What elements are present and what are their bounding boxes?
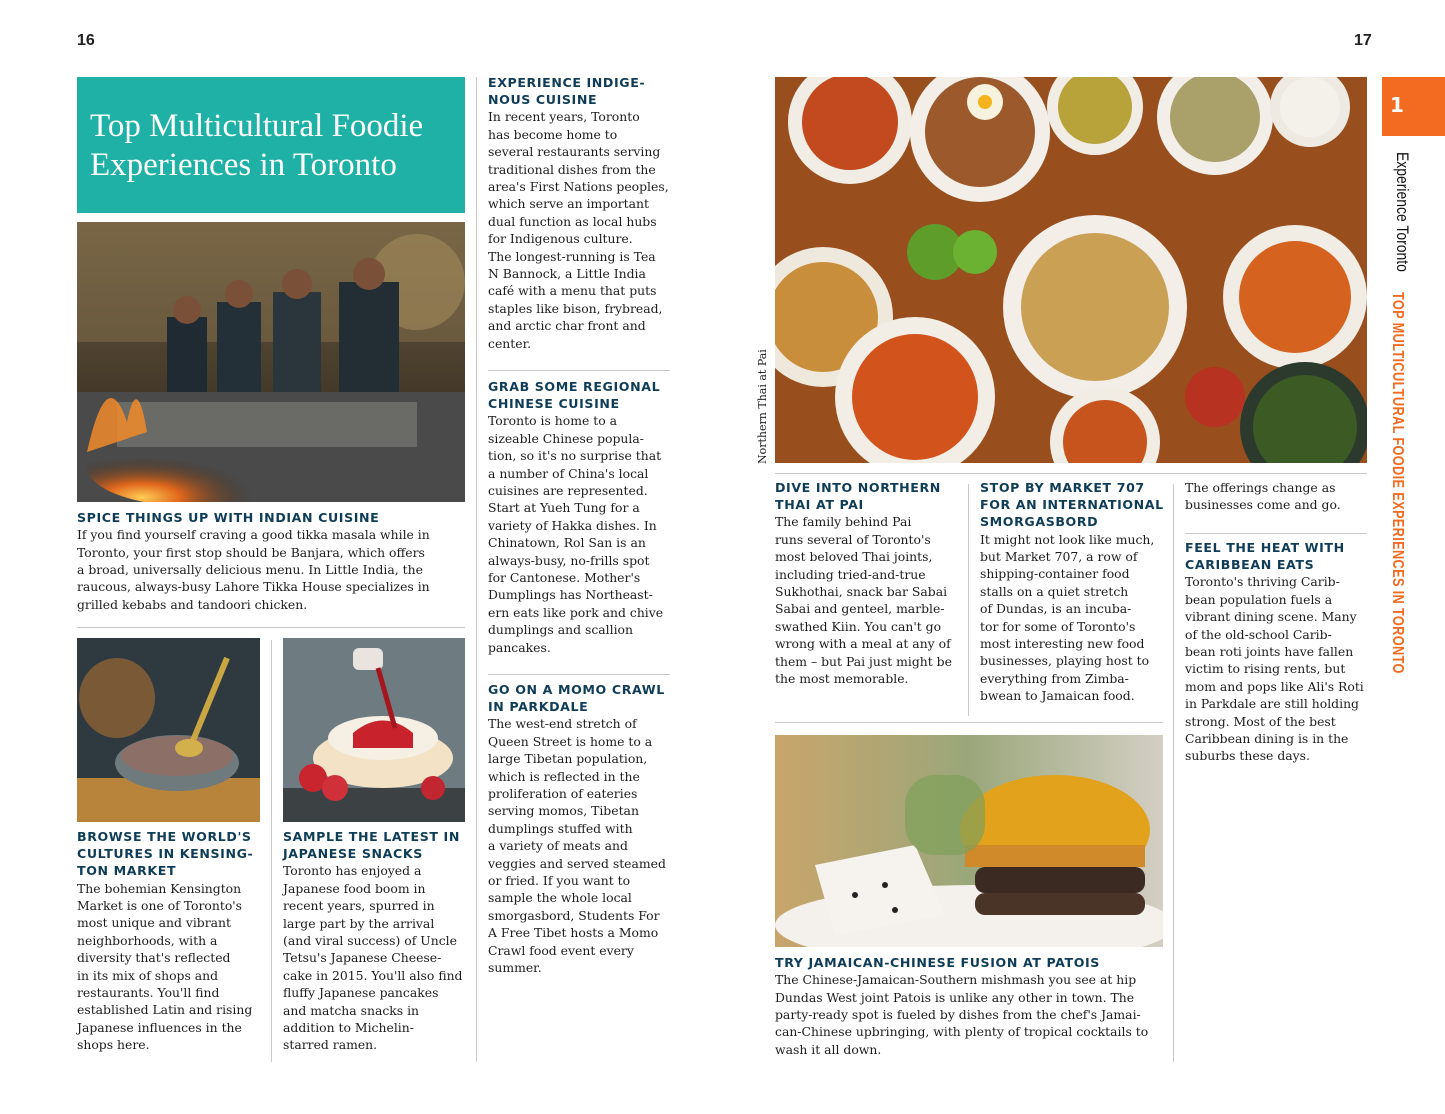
article-body: The bohemian Kensington Market is one of Toronto's most unique and vibrant neighborhoods, with a diversity that's reflected in its mix of shops and restaurants. You'll find established Latin and rising Japanese influences in the shops here.	[77, 880, 253, 1053]
article-market-707-continued	[1185, 479, 1367, 514]
title-box	[77, 77, 465, 213]
article-patois	[775, 954, 1167, 1058]
article-heading: FEEL THE HEAT WITH CARIBBEAN EATS	[1185, 540, 1345, 573]
divider	[968, 484, 969, 716]
article-body: If you find yourself craving a good tikka masala while in Toronto, your first stop should be Banjara, which offers a broad, universally delicious menu. In Little India, the raucous, always-busy Lahore Tikka House specializes in grilled kebabs and tandoori chicken.	[77, 527, 430, 612]
divider	[488, 674, 670, 675]
article-heading: GO ON A MOMO CRAWL IN PARKDALE	[488, 682, 665, 715]
photo-credit: Northern Thai at Pai	[756, 349, 769, 464]
article-heading: GRAB SOME REGIONAL CHINESE CUISINE	[488, 379, 661, 412]
page-number-left: 16	[77, 32, 95, 49]
article-body: Toronto has enjoyed a Japanese food boom in recent years, spurred in large part by the arrival (and viral success) of Uncle Tetsu's Japanese Cheese- cake in 2015. You'll also find fluffy Japanese pancakes and matcha snacks in addition to Michelin- starred ramen.	[283, 863, 463, 1053]
article-body: In recent years, Toronto has become home to several restaurants serving traditional dishes from the area's First Nations peoples, which serve an important dual function as local hubs for Indigenous culture. The longest-running is Tea N Bannock, a Little India café with a menu that puts staples like bison, frybread, and arctic char front and center.	[488, 109, 669, 351]
book-section-label: Experience Toronto	[1393, 152, 1412, 272]
article-body: The family behind Pai runs several of Toronto's most beloved Thai joints, including tried-and-true Sukhothai, snack bar Sabai Sabai and genteel, marble- swathed Kiin. You can't go wrong with a meal at any of them – but Pai just might be the most memorable.	[775, 514, 952, 687]
article-market-707	[980, 479, 1175, 705]
photo-patois-burger	[775, 735, 1163, 947]
page-number-right: 17	[1354, 32, 1372, 49]
article-japanese-snacks	[283, 828, 468, 1054]
chapter-running-head: TOP MULTICULTURAL FOODIE EXPERIENCES IN TORONTO	[1389, 292, 1406, 674]
photo-japanese-snacks	[283, 638, 465, 822]
article-momo-crawl	[488, 681, 673, 977]
article-heading: BROWSE THE WORLD'S CULTURES IN KENSING- TON MARKET	[77, 829, 254, 879]
photo-indian-kitchen	[77, 222, 465, 502]
chapter-number: 1	[1390, 93, 1404, 117]
divider	[1173, 484, 1174, 1062]
divider	[488, 370, 670, 371]
divider	[775, 722, 1163, 723]
article-kensington-market	[77, 828, 262, 1054]
article-heading: DIVE INTO NORTHERN THAI AT PAI	[775, 480, 941, 513]
divider	[77, 627, 465, 628]
divider	[1185, 533, 1367, 534]
divider	[775, 473, 1367, 474]
article-heading: TRY JAMAICAN-CHINESE FUSION AT PATOIS	[775, 955, 1100, 970]
article-indian-cuisine	[77, 509, 465, 613]
article-body: The Chinese-Jamaican-Southern mishmash you see at hip Dundas West joint Patois is unlike any other in town. The party-ready spot is fueled by dishes from the chef's Jamai- can-Chinese upbringing, with plenty of tropical cocktails to wash it all down.	[775, 972, 1149, 1057]
article-northern-thai	[775, 479, 965, 687]
photo-northern-thai	[775, 77, 1367, 463]
article-heading: SAMPLE THE LATEST IN JAPANESE SNACKS	[283, 829, 460, 862]
article-chinese-cuisine	[488, 378, 673, 656]
divider	[271, 640, 272, 1062]
page-title: Top Multicultural Foodie Experiences in Toronto	[90, 108, 424, 183]
article-heading: SPICE THINGS UP WITH INDIAN CUISINE	[77, 510, 380, 525]
article-body: It might not look like much, but Market 707, a row of shipping-container food stalls on a quiet stretch of Dundas, is an incuba- tor for some of Toronto's most interesting new food businesses, playing host to everything from Zimba- bwean to Jamaican food.	[980, 531, 1155, 704]
article-body: The west-end stretch of Queen Street is home to a large Tibetan population, which is reflected in the proliferation of eateries serving momos, Tibetan dumplings stuffed with a variety of meats and veggies and served steamed or fried. If you want to sample the whole local smorgasbord, Students For A Free Tibet hosts a Momo Crawl food event every summer.	[488, 716, 666, 976]
chapter-tab	[1382, 77, 1445, 136]
article-indigenous-cuisine	[488, 74, 673, 352]
article-heading: STOP BY MARKET 707 FOR AN INTERNATIONAL SMORGASBORD	[980, 480, 1164, 530]
article-body: The offerings change as businesses come and go.	[1185, 480, 1341, 513]
divider	[476, 77, 477, 1062]
article-caribbean-eats	[1185, 539, 1370, 765]
photo-kensington-market	[77, 638, 260, 822]
article-heading: EXPERIENCE INDIGE- NOUS CUISINE	[488, 75, 646, 108]
article-body: Toronto is home to a sizeable Chinese popula- tion, so it's no surprise that a number of China's local cuisines are represented. Start at Yueh Tung for a variety of Hakka dishes. In Chinatown, Rol San is an always-busy, no-frills spot for Cantonese. Mother's Dumplings has Northeast- ern eats like pork and chive dumplings and scallion pancakes.	[488, 413, 664, 655]
article-body: Toronto's thriving Carib- bean population fuels a vibrant dining scene. Many of the old-school Carib- bean roti joints have fallen victim to rising rents, but mom and pops like Ali's Roti in Parkdale are still holding strong. Most of the best Caribbean dining is in the suburbs these days.	[1185, 574, 1364, 764]
